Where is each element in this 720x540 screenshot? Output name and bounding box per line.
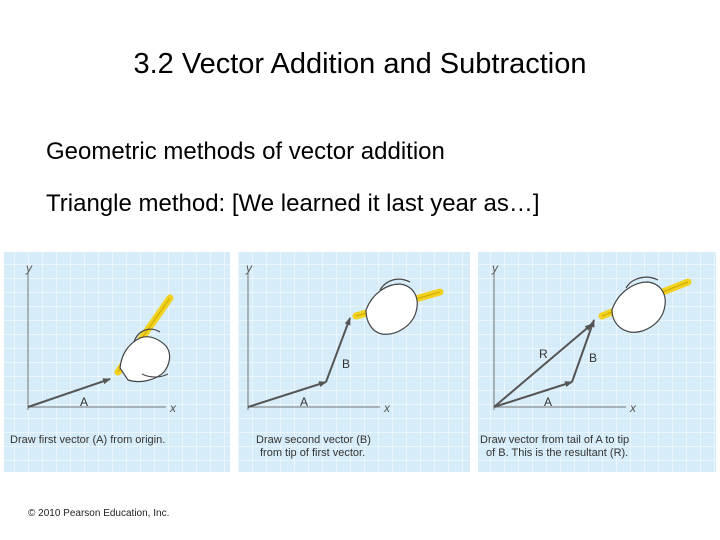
bullet-triangle-method: Triangle method: [We learned it last year as…] xyxy=(46,190,540,217)
panel-3-vector-b-label: B xyxy=(589,351,598,365)
panel-1-caption: Draw first vector (A) from origin. xyxy=(10,434,166,446)
panel-3-x-label: x xyxy=(630,401,636,415)
copyright-notice: © 2010 Pearson Education, Inc. xyxy=(28,508,170,519)
panel-2-y-label: y xyxy=(246,261,252,275)
panel-2-vector-a-label: A xyxy=(300,395,309,409)
panel-3-vector-a-label: A xyxy=(544,395,553,409)
panel-3-caption-line2: of B. This is the resultant (R). xyxy=(486,447,629,459)
panel-1-y-label: y xyxy=(26,261,32,275)
vector-addition-figure xyxy=(0,250,720,476)
panel-2-caption-line1: Draw second vector (B) xyxy=(256,434,371,446)
panel-1 xyxy=(4,252,230,472)
panel-2 xyxy=(238,252,470,472)
panel-3-caption-line1: Draw vector from tail of A to tip xyxy=(480,434,630,446)
panel-3-y-label: y xyxy=(492,261,498,275)
panel-1-vector-a-label: A xyxy=(80,395,89,409)
panel-2-x-label: x xyxy=(384,401,390,415)
slide-title: 3.2 Vector Addition and Subtraction xyxy=(133,48,587,80)
panel-1-x-label: x xyxy=(170,401,176,415)
figure-svg xyxy=(0,250,720,476)
panel-3 xyxy=(478,252,716,472)
bullet-geometric-methods: Geometric methods of vector addition xyxy=(46,138,445,165)
panel-3-vector-r-label: R xyxy=(539,347,548,361)
panel-2-caption-line2: from tip of first vector. xyxy=(260,447,366,459)
panel-2-vector-b-label: B xyxy=(342,357,351,371)
